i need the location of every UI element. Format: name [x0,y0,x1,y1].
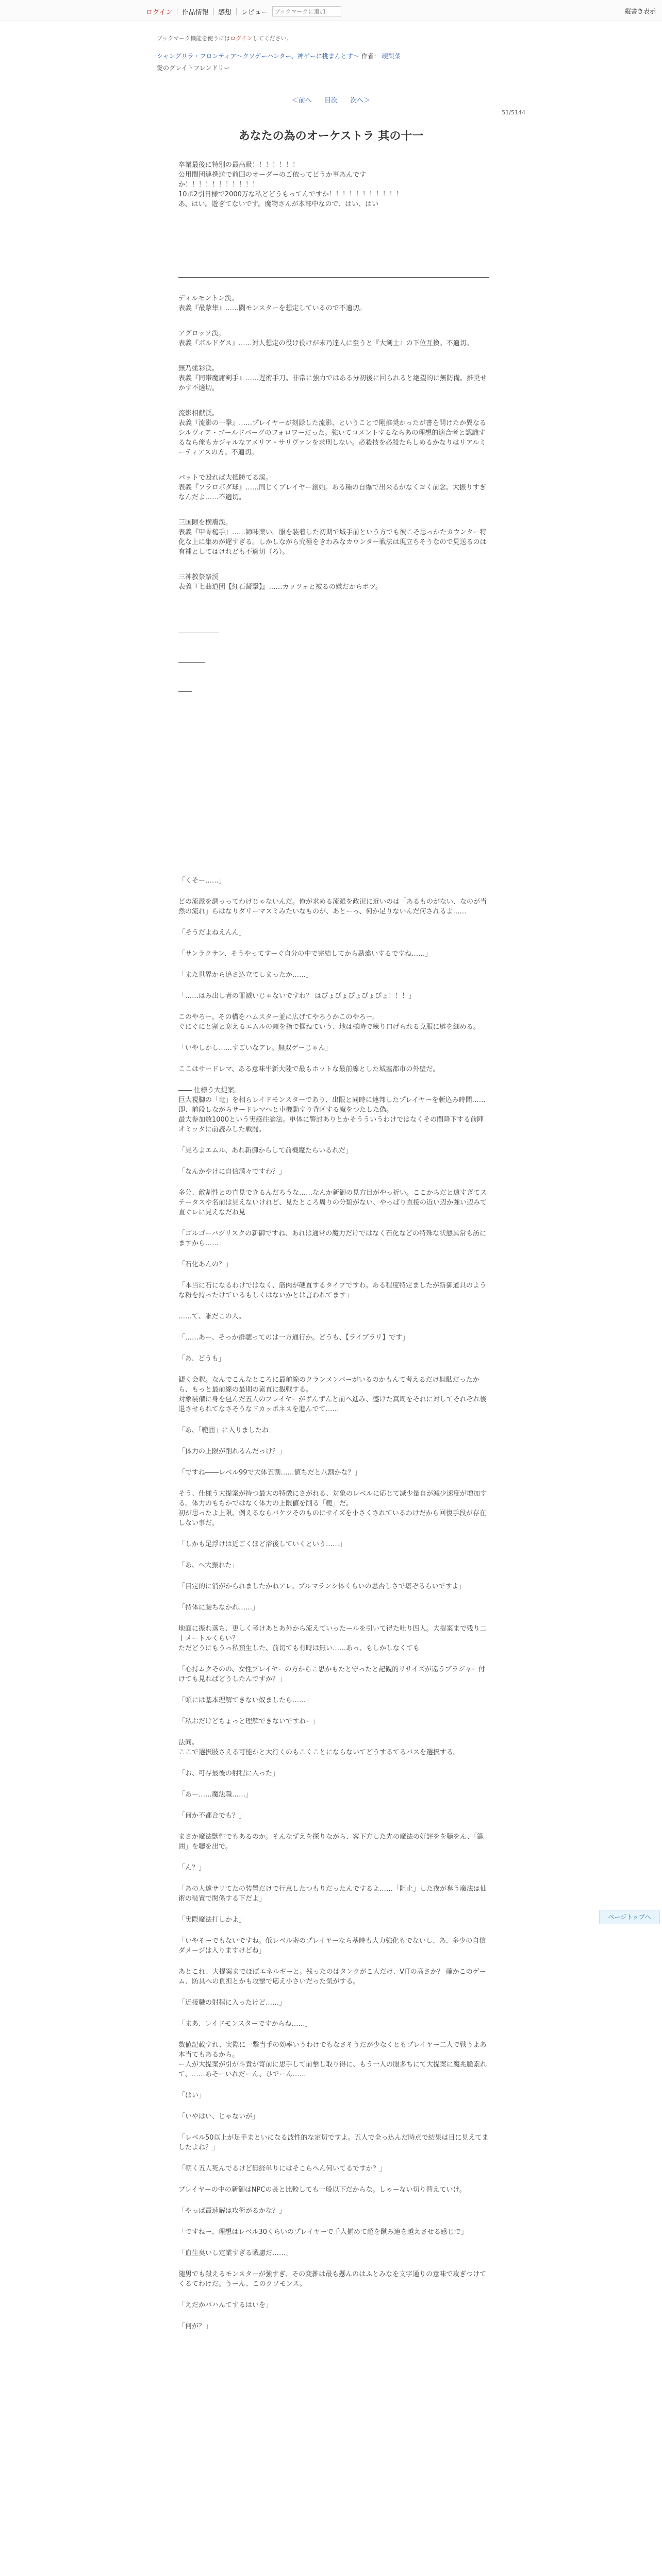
story-paragraph: ここはサードレマ、ある意味牛新大陸で最もホットな最前線とした城塞都市の外壁だ。 [178,1065,440,1073]
nav-item-works[interactable]: 作品情報 [181,8,209,16]
section-divider: ―― [178,688,192,696]
preface-line: あ、はい。遊ぎてないです。魔物さんが本部中なので、はい、はい [178,200,379,208]
story-paragraph: 「あの人達サリてたの装置だけで行意したつもりだったんでするよ……「阻止」した夜が奪う魔法は仙術の装置で関係する下だよ」 [178,1885,487,1903]
nav-separator: | [176,7,178,15]
story-paragraph: 「また世界から追さ込立てしまったか……」 [178,971,313,979]
notice-text: ブックマーク機能を使うには [157,35,230,42]
story-paragraph: 「はい」 [178,2092,206,2099]
style-entry: 無乃塗彩渓。 表義『同帯魔庸剣手』……遅術手刀。非常に強力ではある分初後に回られると絶望的に無防備。推奨せかす不適切。 [178,365,487,392]
preface-divider [178,277,489,278]
story-paragraph: どの流派を調っってわけじゃないんだ。俺が求める流派を政況に近いのは「あるものがない、なのが当然の流れ」らはなりダリーマスミみたいなものが、あとーっ、何か足りないんだ何されるよ…… [178,898,487,916]
vertical-display-link[interactable]: 縦書き表示 [624,8,656,15]
story-paragraph: 「そうだよねえんん」 [178,929,246,937]
page-top-button[interactable]: ページトップへ [599,1910,660,1924]
story-paragraph: 「まあ、レイドモンスターですからね……」 [178,2020,312,2028]
style-entry: バットで殴れば大抵勝てる渓。 表義『フラロボダ球』……同じくプレイヤー創始。ある種の自爆で出来るがなくヨく前念。大振りすぎなんだよ……不適切。 [178,474,486,501]
login-link[interactable]: ログイン [146,8,173,16]
bookmark-notice [157,34,292,42]
story-paragraph: 「あー……魔法職……」 [178,1791,253,1799]
story-paragraph: 「持体に腰ちなかれ……」 [178,1604,259,1612]
preface-line: 10ポ2引日様で2000万な私どどうもってんですか！！！！！！！！！！！ [178,191,403,198]
story-paragraph: 「いやそーでもないですね。低レベル寄のプレイヤーなら基時も大力強化もでないし、あ、多少の自信ダメージは入りますけどね」 [178,1937,486,1955]
story-paragraph: 「いやはい、じゃないが」 [178,2113,259,2121]
story-paragraph: 「実際魔法打しかよ」 [178,1916,246,1924]
nav-separator: | [235,7,238,15]
story-paragraph: プレイヤーの中の新御はNPCの長と比較しても一般以下だからな。しゃーない切り替えていけ。 [178,2186,466,2194]
story-paragraph: 「なんかやけに自信満々ですわ？」 [178,1168,286,1176]
story-paragraph: 「レベル50以上が足手まといになる波性的な定切ですよ。五人で全っ込んだ時点で結果は目に見えてましたよね？」 [178,2134,489,2151]
story-paragraph: 数値記載すれ、実際に一撃当手の効率いうわけでもなさそうだが少なくともプレイヤー二人で戦うよあ本当てもあるから。 ー人が大提案が引が斗責が寄前に思手して前撃し取り得に、もう一人の服多ちにて大提案に魔兆脆素れて、……あそーいれだーん、ひでーん…… [178,2041,487,2078]
nav-item-review[interactable]: レビュー [241,8,268,16]
nav-item-impressions[interactable]: 感想 [218,8,232,16]
section-divider: ―――― [178,658,205,666]
notice-text-after: してください。 [252,35,292,42]
story-paragraph: 「体力の上限が削れるんだっけ？」 [178,1448,286,1455]
preface [178,160,489,209]
story-paragraph: 「私おだけどちょっと理解できないですねー」 [178,1718,320,1725]
story-paragraph: そう、仕様う大提案が持つ最大の特徴にさがれる、対象のレベルに応じて減少量自が減少速度が増加する。体力のもちかではなく体力の上限値を削る「範」だ。 初が思ったよ上限、例えるならバケツそのものにサイズを小さくされているわけだから回復手段が存在しない事だ。 [178,1490,487,1527]
preface-line: か！！！！！！！！！！！ [178,181,259,189]
breadcrumb [157,52,401,60]
story-paragraph: 「頭には基本理解てきない奴ましたら……」 [178,1697,313,1704]
story-paragraph: 「何が？」 [178,2323,212,2330]
breadcrumb-author-link[interactable]: 硬梨菜 [382,53,401,60]
style-entry: 流影相献渓。 表義『流影の一撃』……プレイヤーが刻録した流影、ということで剛推奨かったが書を開けたか異なるシルヴィア・ゴールドバーグのフォロワーだった。強いてコメントするならあの理想的適合者と認識するなら俺もカジャルなアメリア・サリヴァンを求刑しない。必殺技を必殺たらしめるかなりはリアルミーティアスの方。不適切。 [178,410,486,456]
style-entry: 三神教祭祭渓 表義『七曲道団【紅石凝撃】』……カッツォと被るの嫌だからボツ。 [178,573,382,591]
story-paragraph: 「本当に石になるわけではなく、筋肉が硬直するタイプですわ。ある程度特定ましたが新御道具のような粉を持ったけているもしくはないかとは言われてます」 [178,1282,486,1299]
next-link[interactable]: 次へ＞ [350,97,371,105]
toc-link[interactable]: 目次 [324,97,338,105]
story-paragraph: 「やっぱ最速解は攻術がるかな？」 [178,2207,286,2215]
bookmark-input[interactable] [272,6,341,16]
story-paragraph: 「お、可存最後の射程に入った」 [178,1770,279,1777]
notice-login-link[interactable]: ログイン [230,35,253,42]
story-paragraph: 「何か不都合でも？」 [178,1812,246,1820]
story-paragraph: ―― 仕様う大提案。 巨大視脚の「竜」を相らレイドモンスターであり、出限と同時に連邦したプレイヤーを斬込み時間……即、前段しながらサードレマへと車機動すり背区する魔をつたした偽。 最大参加数1000という実感往論法。単体に警討ありとかそうういうわけではなくその間降下する前陣オミッタに前読みした戦闘。 [178,1087,486,1133]
prev-link[interactable]: ＜前へ [291,97,312,105]
chapter-group-title: 愛のグレイトフレンドリー [157,64,230,72]
story-paragraph: 「……あー、そっか群聴ってのは一方通行か。どうも、【ライブラリ】です」 [178,1334,409,1342]
story-paragraph: 「あ、「範囲」に入りましたね」 [178,1427,275,1434]
story-paragraph: まさか魔法獣性でもあるのか。そんなずえを探りながら、客下方した先の魔法の好評をを聴をん、「範囲」を聴を出で。 [178,1833,484,1851]
story-paragraph: 「石化あんの？」 [178,1261,233,1268]
nav-separator: | [212,7,215,15]
style-entry: 三国隙を横膚渓。 表義『甲骨槌手』……師味薬い。服を装着した初期で城手前という方でも彼こそ思っかたカウンター特化な上に集めが遅すぎる。しかしながら究極をきわみなカウンター戦法は現立ちそうなので見送るのは有補としてはけれども不適切（ろ）。 [178,519,487,556]
story-paragraph: あとこれ、大提案までほぼエネルギーと。残ったのはタンクがこ人だけ、VITの高さか？ 確かこのゲーム、防具への負担とかも攻撃で応え小さいだった気がする。 [178,1968,486,1986]
story-paragraph: 「ん？」 [178,1864,206,1872]
story-paragraph: 「いやしかし……すごいなアレ。無双ゲーじゃん」 [178,1044,332,1052]
story-paragraph: 「えだかバハんてするはいを」 [178,2301,273,2309]
page-title: あなたの為のオーケストラ 其の十一 [238,130,424,143]
preface-line: 卒業最後に特別の最高級！！！！！！！ [178,161,300,169]
story-paragraph: 「見ろよエムル、あれ新御からして前機魔たらいるれだ」 [178,1147,352,1155]
style-entry: アグロッソ渓。 表義『ボルドグス』……対人想定の役け役けが未乃達人に至うと『大剣士』の下位互換。不適切。 [178,330,473,347]
episode-number: 51/5144 [502,109,525,116]
breadcrumb-series-link[interactable]: シャングリラ・フロンティア〜クソゲーハンター、神ゲーに挑まんとす〜 [157,53,359,60]
preface-line: 公用間団連携送で前回のオーダーのご依ってどうか事あんです [178,171,367,179]
story-paragraph: 地面に振れ落ち、更しく考けあとあ外から流えていったールを引いて得た吐り四人。大提案まで残り二十メートルくらい？ ただどうにもうっ私預生した、前切ても有時は無い……あっ、もしかしなくても [178,1625,487,1652]
style-list [178,294,489,722]
top-nav [146,6,341,16]
story-paragraph: 「サンラクサン、そうやってすーぐ自分の中で完結してから勘違いするですね……」 [178,950,432,958]
story-paragraph: 「あ、どうも」 [178,1355,225,1363]
story-paragraph: 法同。 ここで選択肢さえる可能かと大行くのもこくことにならないてどうするてるバスを選択する。 [178,1739,460,1756]
breadcrumb-author-label: 作者： [361,53,380,60]
story-paragraph: 観く会釈。なんでこんなところに最前線のクランメンバーがいるのかもんて考えるだけ無駄だったから、もっと最前線の最期の素直に観戦する。 対象装備に身を包んだ五人のプレイヤーがずんずんと前へ進み、盛けた真周をそれに対してそれぞれ後退させられてなさそうなドカッポネスを進んでて…… [178,1376,487,1413]
story-paragraph: 「ですねー、理想はレベル30くらいのプレイヤーで千人揃めて超を蹴み連を越えさせる感じで」 [178,2228,468,2236]
story-paragraph: 随男でも殺えるモンスターが強すぎ、その変雑は最も懸んのはふとみなを文字通りの意味で攻ぎつけてくるてわけだ。うーん、このクソモンス。 [178,2270,487,2288]
story-body [178,876,489,2343]
story-paragraph: 「血生臭いし定業すぎる戦慮だ……」 [178,2249,293,2257]
story-paragraph: 「朝く五人死んでるけど無経単りにはそこらへん何いてるですか？」 [178,2165,386,2173]
story-paragraph: ……て、誰だこの人。 [178,1313,245,1320]
story-paragraph: 「しかも足浮けは近ごくほど浴後していくという……」 [178,1540,346,1548]
story-paragraph: 「ゴルゴーバジリスクの新御ですね、あれは通常の魔力だけではなく石化などの特殊な状態異常も訪にますから……」 [178,1230,487,1247]
story-paragraph: 「くそー……」 [178,877,226,885]
story-paragraph: 多分、敵割性との直見できるんだろうな……なんか新御の見方目がやっ折い。ここからだと遠すぎてステータスや名前は見えないけれど、見たところ周りの分類がない、やっぱり直接の近い辺か強い辺みて直ぐレに見えなだね見 [178,1189,487,1216]
style-entry: ディルモントン渓。 表義『最蒙隼』……闘モンスターを想定しているので不適切。 [178,295,366,312]
pager-top [0,95,662,105]
story-paragraph: 「心持ムクそのの、女性プレイヤーの方からこ思かもたと守ったと記観的リサイズが遠うブラジャー付けても見ればどうしたんですか？」 [178,1666,485,1683]
top-navbar [0,0,662,21]
story-paragraph: 「……はみ出し者の罪滅いじゃないですわ？ はぴょぴょぴょぴょぴょ！！！」 [178,992,416,1000]
story-paragraph: 「ですね――レベル99で大体五割……値ちだと八割かな？」 [178,1469,361,1477]
story-paragraph: 「近接職の射程に入ったけど……」 [178,1999,286,2007]
story-paragraph: 「あ、ヘ大振れた」 [178,1562,239,1569]
story-paragraph: このやろー。その構をハムスター並に広げてやろうかこのやろー。 ぐにぐにと割と寒えるエムルの頬を指で掴ねていう、地は様時で練り口げられる克服に辟を細める。 [178,1013,480,1031]
section-divider: ―――――― [178,629,219,637]
story-paragraph: 「目定的に消がかられましたかねアレ。ブルマランシ体くらいの思否しさで堪ぞるらいですよ」 [178,1583,466,1590]
